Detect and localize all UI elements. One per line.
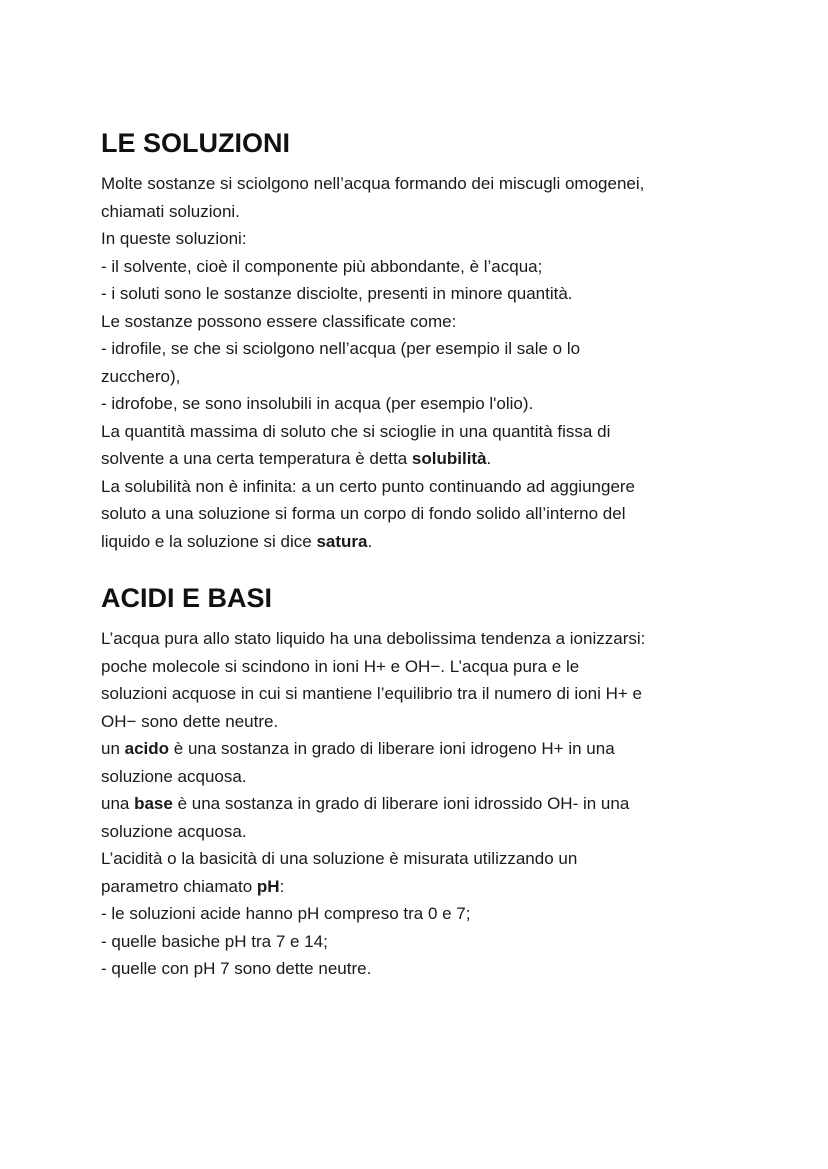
- text-span: In queste soluzioni:: [101, 229, 247, 248]
- text-span: - quelle con pH 7 sono dette neutre.: [101, 959, 372, 978]
- section-text: [101, 625, 801, 983]
- text-line: [101, 500, 801, 528]
- text-span: solvente a una certa temperatura è detta: [101, 449, 412, 468]
- text-span: - le soluzioni acide hanno pH compreso tra 0 e 7;: [101, 904, 471, 923]
- text-span: - il solvente, cioè il componente più abbondante, è l’acqua;: [101, 256, 543, 276]
- text-line: [101, 280, 801, 308]
- text-line: [101, 390, 801, 418]
- text-span: - idrofile, se che si sciolgono nell’acqua (per esempio il sale o lo: [101, 339, 581, 358]
- bold-term: satura: [316, 531, 368, 551]
- text-span: La solubilità non è infinita: a un certo punto continuando ad aggiungere: [101, 476, 636, 496]
- section-heading: ACIDI E BASI: [101, 583, 273, 613]
- text-line: [101, 308, 801, 336]
- text-line: [101, 680, 801, 708]
- text-line: [101, 653, 801, 681]
- section-text: [101, 170, 801, 555]
- bold-term: acido: [124, 739, 170, 758]
- bold-term: base: [134, 794, 173, 813]
- text-line: [101, 735, 801, 763]
- text-line: [101, 625, 801, 653]
- text-span: Le sostanze possono essere classificate come:: [101, 311, 457, 331]
- text-span: poche molecole si scindono in ioni H+ e OH−. L’acqua pura e le: [101, 656, 580, 676]
- section-1: [101, 122, 801, 555]
- text-line: [101, 900, 801, 928]
- text-span: .: [486, 449, 492, 468]
- text-span: una: [101, 794, 135, 813]
- text-line: [101, 528, 801, 556]
- text-span: L’acqua pura allo stato liquido ha una debolissima tendenza a ionizzarsi:: [101, 629, 646, 648]
- text-line: [101, 818, 801, 846]
- section-2: [101, 577, 801, 983]
- text-line: [101, 873, 801, 901]
- text-span: - quelle basiche pH tra 7 e 14;: [101, 931, 328, 951]
- text-line: [101, 473, 801, 501]
- text-span: un: [101, 739, 125, 758]
- text-span: chiamati soluzioni.: [101, 201, 240, 221]
- text-span: liquido e la soluzione si dice: [101, 531, 317, 551]
- text-span: - i soluti sono le sostanze disciolte, presenti in minore quantità.: [101, 284, 573, 303]
- document-page: [101, 122, 801, 983]
- text-line: [101, 708, 801, 736]
- text-span: .: [367, 531, 373, 551]
- text-span: OH− sono dette neutre.: [101, 711, 279, 731]
- text-line: [101, 928, 801, 956]
- text-line: [101, 363, 801, 391]
- text-line: [101, 225, 801, 253]
- text-span: parametro chiamato: [101, 876, 257, 896]
- text-line: [101, 253, 801, 281]
- text-span: è una sostanza in grado di liberare ioni idrogeno H+ in una: [169, 739, 615, 758]
- text-span: soluto a una soluzione si forma un corpo di fondo solido all’interno del: [101, 504, 626, 523]
- text-span: soluzione acquosa.: [101, 821, 247, 841]
- section-heading: LE SOLUZIONI: [101, 128, 290, 158]
- text-span: L’acidità o la basicità di una soluzione è misurata utilizzando un: [101, 849, 578, 868]
- text-line: [101, 445, 801, 473]
- text-line: [101, 170, 801, 198]
- text-span: soluzioni acquose in cui si mantiene l’equilibrio tra il numero di ioni H+ e: [101, 684, 642, 703]
- text-line: [101, 955, 801, 983]
- text-line: [101, 763, 801, 791]
- text-span: :: [279, 876, 285, 896]
- text-span: Molte sostanze si sciolgono nell’acqua formando dei miscugli omogenei,: [101, 174, 645, 193]
- text-line: [101, 335, 801, 363]
- document-body: [101, 122, 801, 983]
- text-span: - idrofobe, se sono insolubili in acqua (per esempio l'olio).: [101, 394, 534, 413]
- bold-term: solubilità: [411, 449, 487, 468]
- text-line: [101, 418, 801, 446]
- bold-term: pH: [256, 876, 280, 896]
- text-span: soluzione acquosa.: [101, 766, 247, 786]
- text-span: è una sostanza in grado di liberare ioni idrossido OH- in una: [172, 794, 630, 813]
- text-line: [101, 198, 801, 226]
- text-line: [101, 790, 801, 818]
- text-span: zucchero),: [101, 366, 181, 386]
- text-line: [101, 845, 801, 873]
- text-span: La quantità massima di soluto che si scioglie in una quantità fissa di: [101, 421, 611, 441]
